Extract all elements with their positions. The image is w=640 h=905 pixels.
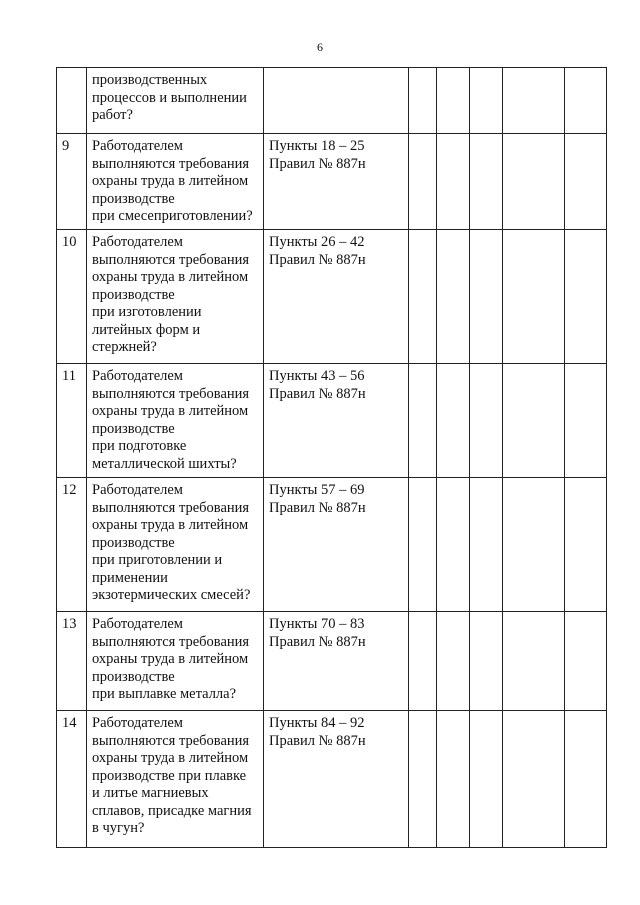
checklist-table — [56, 67, 607, 848]
row-question: Работодателем выполняются требования охраны труда в литейном производстве при выплавке металла? — [87, 612, 264, 711]
table-row — [57, 612, 607, 711]
remarks-cell[interactable] — [503, 230, 565, 364]
table-row — [57, 134, 607, 230]
answer-cell-not-applicable[interactable] — [470, 711, 503, 848]
remarks-cell[interactable] — [503, 478, 565, 612]
answer-cell-not-applicable[interactable] — [470, 68, 503, 134]
answer-cell-yes[interactable] — [409, 478, 437, 612]
notes-cell[interactable] — [565, 134, 607, 230]
remarks-cell[interactable] — [503, 364, 565, 478]
answer-cell-yes[interactable] — [409, 711, 437, 848]
answer-cell-no[interactable] — [437, 612, 470, 711]
row-number — [57, 68, 87, 134]
answer-cell-yes[interactable] — [409, 364, 437, 478]
row-number: 12 — [57, 478, 87, 612]
notes-cell[interactable] — [565, 68, 607, 134]
row-reference: Пункты 70 – 83 Правил № 887н — [264, 612, 409, 711]
row-number: 9 — [57, 134, 87, 230]
row-question: производственных процессов и выполнении работ? — [87, 68, 264, 134]
answer-cell-not-applicable[interactable] — [470, 134, 503, 230]
remarks-cell[interactable] — [503, 612, 565, 711]
table-row — [57, 68, 607, 134]
row-number: 14 — [57, 711, 87, 848]
remarks-cell[interactable] — [503, 711, 565, 848]
answer-cell-no[interactable] — [437, 478, 470, 612]
row-reference: Пункты 43 – 56 Правил № 887н — [264, 364, 409, 478]
row-reference: Пункты 18 – 25 Правил № 887н — [264, 134, 409, 230]
table-row — [57, 478, 607, 612]
page-number: 6 — [317, 40, 323, 54]
notes-cell[interactable] — [565, 364, 607, 478]
row-number: 11 — [57, 364, 87, 478]
row-question: Работодателем выполняются требования охраны труда в литейном производстве при подготовке металлической шихты? — [87, 364, 264, 478]
answer-cell-yes[interactable] — [409, 68, 437, 134]
remarks-cell[interactable] — [503, 134, 565, 230]
table-row — [57, 230, 607, 364]
notes-cell[interactable] — [565, 612, 607, 711]
row-question: Работодателем выполняются требования охраны труда в литейном производстве при плавке и литье магниевых сплавов, присадке магния в чугун? — [87, 711, 264, 848]
answer-cell-not-applicable[interactable] — [470, 612, 503, 711]
row-number: 13 — [57, 612, 87, 711]
row-question: Работодателем выполняются требования охраны труда в литейном производстве при смесеприготовлении? — [87, 134, 264, 230]
row-reference — [264, 68, 409, 134]
table-row — [57, 711, 607, 848]
row-question: Работодателем выполняются требования охраны труда в литейном производстве при приготовлении и применении экзотермических смесей? — [87, 478, 264, 612]
row-reference: Пункты 57 – 69 Правил № 887н — [264, 478, 409, 612]
answer-cell-yes[interactable] — [409, 612, 437, 711]
answer-cell-no[interactable] — [437, 134, 470, 230]
answer-cell-no[interactable] — [437, 711, 470, 848]
row-question: Работодателем выполняются требования охраны труда в литейном производстве при изготовлении литейных форм и стержней? — [87, 230, 264, 364]
row-reference: Пункты 84 – 92 Правил № 887н — [264, 711, 409, 848]
row-reference: Пункты 26 – 42 Правил № 887н — [264, 230, 409, 364]
answer-cell-not-applicable[interactable] — [470, 230, 503, 364]
remarks-cell[interactable] — [503, 68, 565, 134]
notes-cell[interactable] — [565, 478, 607, 612]
answer-cell-no[interactable] — [437, 68, 470, 134]
answer-cell-not-applicable[interactable] — [470, 364, 503, 478]
notes-cell[interactable] — [565, 711, 607, 848]
notes-cell[interactable] — [565, 230, 607, 364]
row-number: 10 — [57, 230, 87, 364]
answer-cell-no[interactable] — [437, 364, 470, 478]
table-row — [57, 364, 607, 478]
answer-cell-no[interactable] — [437, 230, 470, 364]
answer-cell-yes[interactable] — [409, 134, 437, 230]
answer-cell-not-applicable[interactable] — [470, 478, 503, 612]
answer-cell-yes[interactable] — [409, 230, 437, 364]
